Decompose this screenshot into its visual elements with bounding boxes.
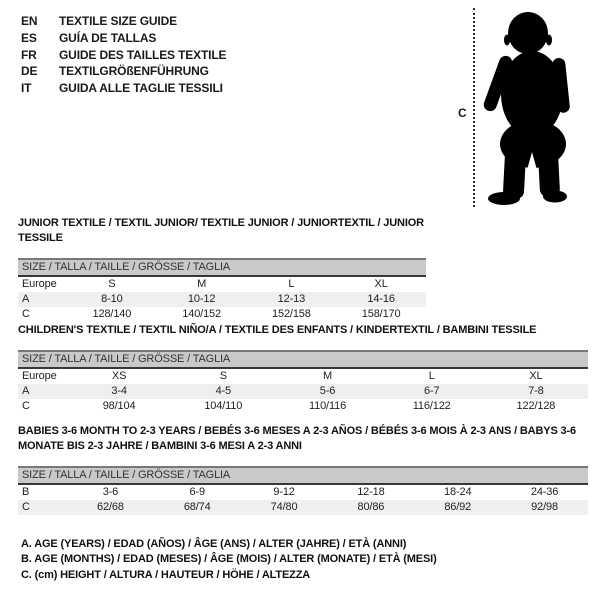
language-row (21, 80, 226, 97)
table-cell: XL (374, 278, 388, 290)
table-cell: 158/170 (361, 308, 401, 320)
table-cell: 116/122 (412, 400, 451, 412)
language-row (21, 47, 226, 64)
language-list (21, 13, 226, 97)
size-header-bar: SIZE / TALLA / TAILLE / GRÖSSE / TAGLIA (18, 466, 588, 485)
table-title: JUNIOR TEXTILE / TEXTIL JUNIOR/ TEXTILE JUNIOR / JUNIORTEXTIL / JUNIOR TESSILE (18, 217, 424, 244)
table-row (18, 277, 426, 292)
table-cell: 12-18 (357, 486, 385, 498)
table-cell: 10-12 (187, 293, 216, 305)
language-row (21, 63, 226, 80)
table-cell: 98/104 (102, 400, 136, 412)
height-measure-dotted-line (473, 8, 475, 207)
table-cell: 86/92 (444, 501, 472, 513)
row-label: C (22, 501, 30, 513)
table-cell: 122/128 (516, 400, 556, 412)
table-cell: 80/86 (357, 501, 385, 513)
babies-textile-table (18, 424, 588, 515)
language-code: DE (21, 64, 38, 79)
table-cell: 5-6 (319, 385, 336, 397)
table-cell: XL (529, 370, 543, 382)
table-title: CHILDREN'S TEXTILE / TEXTIL NIÑO/A / TEXTILE DES ENFANTS / KINDERTEXTIL / BAMBINI TESSILE (18, 324, 537, 336)
table-cell: 14-16 (367, 293, 395, 305)
legend-line-c: C. (cm) HEIGHT / ALTURA / HAUTEUR / HÖHE / ALTEZZA (21, 568, 311, 581)
height-measure-label: C (458, 106, 467, 120)
table-cell: 8-10 (101, 293, 123, 305)
row-label: C (22, 400, 30, 412)
table-cell: S (108, 278, 116, 290)
table-row (18, 292, 426, 307)
table-cell: 128/140 (92, 308, 132, 320)
table-row (18, 384, 588, 399)
table-cell: 12-13 (277, 293, 306, 305)
table-cell: 6-7 (423, 385, 440, 397)
table-row (18, 369, 588, 384)
language-title: GUÍA DE TALLAS (59, 30, 157, 45)
legend-line-b: B. AGE (MONTHS) / EDAD (MESES) / ÂGE (MOIS) / ALTER (MONATE) / ETÀ (MESI) (21, 553, 437, 566)
language-title: GUIDE DES TAILLES TEXTILE (59, 47, 227, 62)
table-cell: M (197, 278, 207, 290)
language-code: ES (21, 30, 37, 45)
table-cell: 3-6 (102, 486, 119, 498)
language-title: TEXTILE SIZE GUIDE (59, 14, 177, 28)
table-cell: 3-4 (111, 385, 127, 397)
table-cell: 152/158 (272, 308, 311, 320)
table-cell: S (219, 370, 227, 382)
table-cell: 6-9 (189, 486, 205, 498)
children-textile-table (18, 323, 588, 414)
size-header-bar: SIZE / TALLA / TAILLE / GRÖSSE / TAGLIA (18, 258, 426, 277)
junior-textile-table (18, 216, 426, 322)
table-cell: 4-5 (215, 385, 232, 397)
row-label: Europe (22, 278, 57, 290)
language-code: EN (21, 14, 38, 28)
table-cell: 9-12 (273, 486, 295, 498)
table-cell: 74/80 (270, 501, 298, 513)
table-cell: L (288, 278, 295, 290)
table-cell: XS (111, 370, 127, 382)
table-row (18, 500, 588, 515)
table-cell: 7-8 (528, 385, 544, 397)
table-cell: L (428, 370, 435, 382)
row-label: A (22, 293, 30, 305)
table-title: BABIES 3-6 MONTH TO 2-3 YEARS / BEBÉS 3-6 MESES A 2-3 AÑOS / BÉBÉS 3-6 MOIS À 2-3 ANS / BABYS 3-6 MONATE BIS 2-3 JAHRE / BAMBINI 3-6 MESI A 2-3 ANNI (18, 425, 576, 452)
row-label: B (22, 486, 30, 498)
table-cell: 18-24 (444, 486, 472, 498)
baby-silhouette-icon (480, 4, 576, 212)
table-cell: 104/110 (204, 400, 243, 412)
row-label: C (22, 308, 30, 320)
legend (21, 537, 437, 583)
table-cell: M (323, 370, 333, 382)
legend-line-a: A. AGE (YEARS) / EDAD (AÑOS) / ÂGE (ANS) / ALTER (JAHRE) / ETÀ (ANNI) (21, 538, 407, 550)
row-label: A (22, 385, 30, 397)
language-row (21, 30, 226, 47)
table-row (18, 307, 426, 322)
language-title: TEXTILGRÖßENFÜHRUNG (59, 64, 209, 79)
language-code: FR (21, 47, 37, 62)
table-cell: 110/116 (308, 400, 347, 412)
table-row (18, 485, 588, 500)
table-cell: 140/152 (182, 308, 221, 320)
language-code: IT (21, 81, 32, 96)
table-cell: 92/98 (531, 501, 558, 513)
table-cell: 68/74 (183, 501, 211, 513)
table-cell: 24-36 (530, 486, 559, 498)
row-label: Europe (22, 370, 57, 382)
table-cell: 62/68 (97, 501, 124, 513)
language-row (21, 13, 226, 30)
language-title: GUIDA ALLE TAGLIE TESSILI (59, 81, 223, 96)
size-header-bar: SIZE / TALLA / TAILLE / GRÖSSE / TAGLIA (18, 350, 588, 369)
table-row (18, 399, 588, 414)
